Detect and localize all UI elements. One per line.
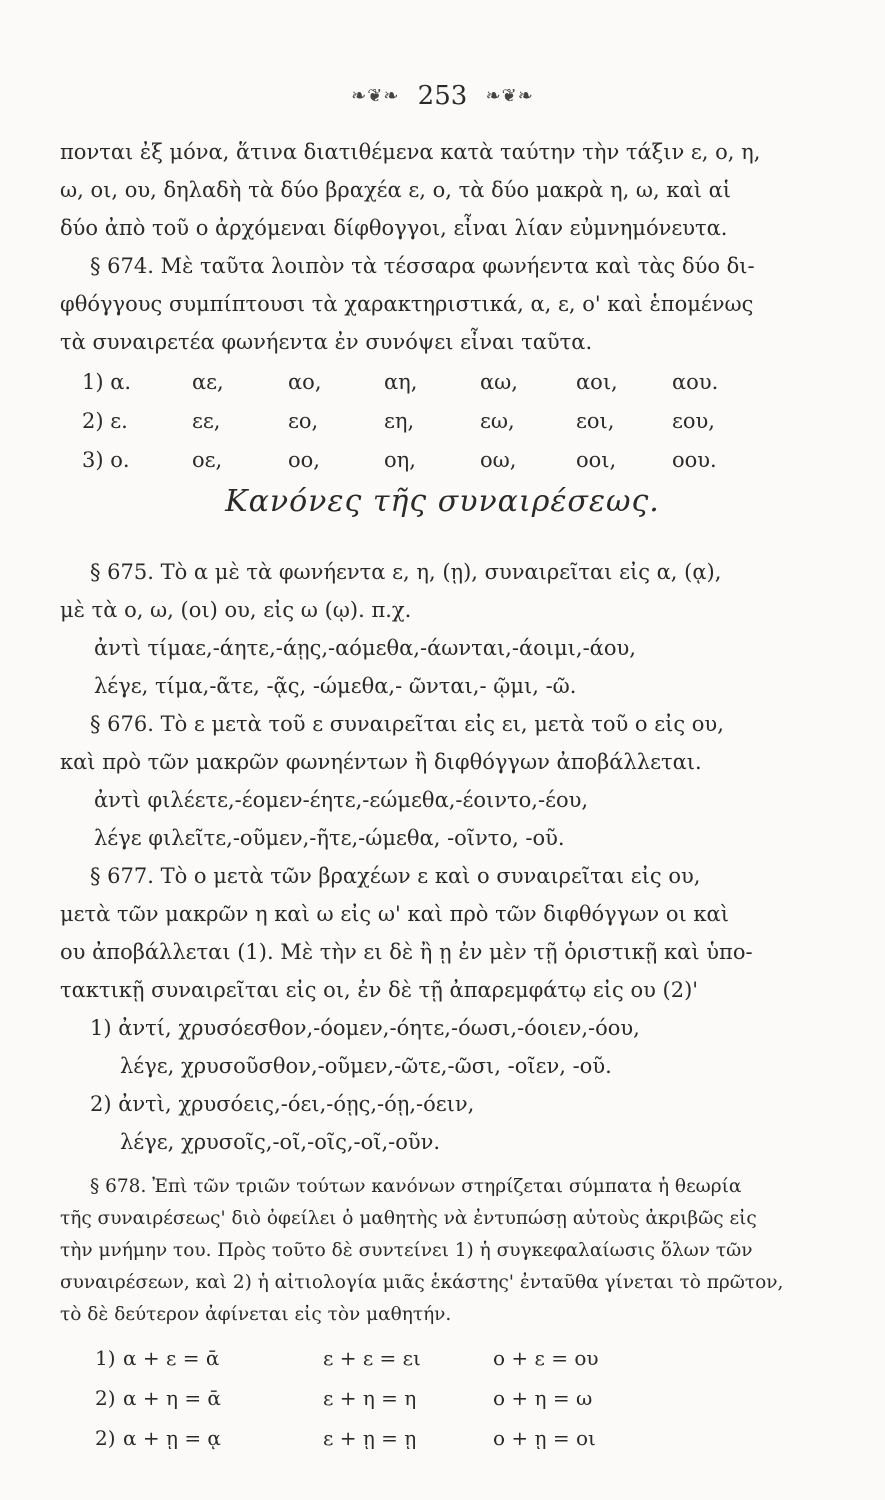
page-header (0, 80, 885, 111)
left-ornament-icon: ❧❦❧ (351, 85, 400, 107)
table-cell: αοι, (576, 370, 618, 394)
table-cell: εω, (480, 409, 515, 433)
equation: α + ε = ᾱ (123, 1346, 220, 1370)
row-label: 1) α. (82, 370, 132, 394)
table-cell: εου, (672, 409, 715, 433)
page-number: 253 (417, 81, 468, 111)
equation-label: 1) (95, 1346, 116, 1370)
table-cell: οω, (480, 448, 517, 472)
section-678-line: τὸ δὲ δεύτερον ἀφίνεται εἰς τὸν μαθητήν. (60, 1304, 452, 1325)
table-cell: οου. (672, 448, 717, 472)
example-line: λέγε, χρυσοῖς,-οῖ,-οῖς,-οῖ,-οῦν. (120, 1130, 441, 1154)
table-cell: αω, (480, 370, 518, 394)
section-678-line: τὴν μνήμην του. Πρὸς τοῦτο δὲ συντείνει 1) ἡ συγκεφαλαίωσις ὅλων τῶν (60, 1240, 753, 1261)
equation-label: 2) (95, 1426, 116, 1450)
section-674-line: § 674. Μὲ ταῦτα λοιπὸν τὰ τέσσαρα φωνήεντα καὶ τὰς δύο δι- (90, 254, 755, 278)
section-675-line: μὲ τὰ ο, ω, (οι) ου, εἰς ω (ῳ). π.χ. (60, 598, 412, 622)
equation-label: 2) (95, 1386, 116, 1410)
text-line: δύο ἀπὸ τοῦ ο ἀρχόμεναι δίφθογγοι, εἶναι λίαν εὐμνημόνευτα. (60, 216, 728, 240)
section-677-line: ου ἀποβάλλεται (1). Μὲ τὴν ει δὲ ἢ ῃ ἐν μὲν τῇ ὁριστικῇ καὶ ὑπο- (60, 940, 753, 964)
example-line: 1) ἀντί, χρυσόεσθον,-όομεν,-όητε,-όωσι,-όοιεν,-όου, (90, 1016, 640, 1040)
equation: ε + ῃ = ῃ (323, 1426, 417, 1450)
vowel-combinations-table (82, 370, 768, 487)
table-cell: οη, (384, 448, 416, 472)
row-label: 3) ο. (82, 448, 130, 472)
section-676-line: καὶ πρὸ τῶν μακρῶν φωνηέντων ἢ διφθόγγων ἀποβάλλεται. (60, 750, 702, 774)
section-678-line: § 678. Ἐπὶ τῶν τριῶν τούτων κανόνων στηρίζεται σύμπατα ἡ θεωρία (90, 1176, 742, 1197)
row-label: 2) ε. (82, 409, 128, 433)
table-cell: αε, (192, 370, 224, 394)
example-line: ἀντὶ τίμαε,-άητε,-άῃς,-αόμεθα,-άωνται,-άοιμι,-άου, (94, 636, 636, 660)
table-row (82, 370, 768, 409)
section-677-line: μετὰ τῶν μακρῶν η καὶ ω εἰς ω' καὶ πρὸ τῶν διφθόγγων οι καὶ (60, 902, 729, 926)
example-line: λέγε, τίμα,-ᾶτε, -ᾷς, -ώμεθα,- ῶνται,- ῷμι, -ῶ. (94, 674, 577, 698)
equation-row (95, 1386, 592, 1410)
section-674-line: τὰ συναιρετέα φωνήεντα ἐν συνόψει εἶναι ταῦτα. (60, 330, 593, 354)
table-cell: οε, (192, 448, 223, 472)
example-line: 2) ἀντὶ, χρυσόεις,-όει,-όῃς,-όῃ,-όειν, (90, 1092, 475, 1116)
example-line: λέγε, χρυσοῦσθον,-οῦμεν,-ῶτε,-ῶσι, -οῖεν, -οῦ. (120, 1054, 612, 1078)
text-line: ω, οι, ου, δηλαδὴ τὰ δύο βραχέα ε, ο, τὰ δύο μακρὰ η, ω, καὶ αἱ (60, 178, 732, 202)
section-677-line: § 677. Τὸ ο μετὰ τῶν βραχέων ε καὶ ο συναιρεῖται εἰς ου, (90, 864, 701, 888)
equation: α + η = ᾱ (123, 1386, 221, 1410)
equation: ε + ε = ει (323, 1346, 421, 1370)
section-674-line: φθόγγους συμπίπτουσι τὰ χαρακτηριστικά, α, ε, ο' καὶ ἑπομένως (60, 292, 754, 316)
table-cell: εοι, (576, 409, 615, 433)
section-675-line: § 675. Τὸ α μὲ τὰ φωνήεντα ε, η, (ῃ), συναιρεῖται εἰς α, (ᾳ), (90, 560, 722, 584)
table-cell: αο, (288, 370, 322, 394)
equation-row (95, 1346, 599, 1370)
table-cell: εο, (288, 409, 319, 433)
rules-heading: Κανόνες τῆς συναιρέσεως. (225, 484, 660, 519)
equation-row (95, 1426, 596, 1450)
table-cell: οοι, (576, 448, 617, 472)
equation: α + ῃ = ᾳ (123, 1426, 221, 1450)
section-676-line: § 676. Τὸ ε μετὰ τοῦ ε συναιρεῖται εἰς ει, μετὰ τοῦ ο εἰς ου, (90, 712, 724, 736)
section-677-line: τακτικῇ συναιρεῖται εἰς οι, ἐν δὲ τῇ ἀπαρεμφάτῳ εἰς ου (2)' (60, 978, 699, 1002)
section-678-line: τῆς συναιρέσεως' διὸ ὀφείλει ὁ μαθητὴς νὰ ἐντυπώσῃ αὐτοὺς ἀκριβῶς εἰς (60, 1208, 757, 1229)
example-line: ἀντὶ φιλέετε,-έομεν-έητε,-εώμεθα,-έοιντο,-έου, (94, 788, 589, 812)
table-row (82, 409, 768, 448)
table-cell: εε, (192, 409, 221, 433)
text-line: πονται ἐξ μόνα, ἅτινα διατιθέμενα κατὰ ταύτην τὴν τάξιν ε, ο, η, (60, 140, 761, 164)
table-cell: αου. (672, 370, 719, 394)
equation: ο + η = ω (493, 1386, 593, 1410)
equation: ο + ῃ = οι (493, 1426, 596, 1450)
table-cell: οο, (288, 448, 320, 472)
table-cell: εη, (384, 409, 415, 433)
right-ornament-icon: ❧❦❧ (485, 85, 534, 107)
example-line: λέγε φιλεῖτε,-οῦμεν,-ῆτε,-ώμεθα, -οῖντο, -οῦ. (94, 826, 565, 850)
table-row (82, 448, 768, 487)
table-cell: αη, (384, 370, 418, 394)
equation: ο + ε = ου (493, 1346, 599, 1370)
section-678-line: συναιρέσεων, καὶ 2) ἡ αἰτιολογία μιᾶς ἑκάστης' ἐνταῦθα γίνεται τὸ πρῶτον, (60, 1272, 784, 1293)
equation: ε + η = η (323, 1386, 417, 1410)
